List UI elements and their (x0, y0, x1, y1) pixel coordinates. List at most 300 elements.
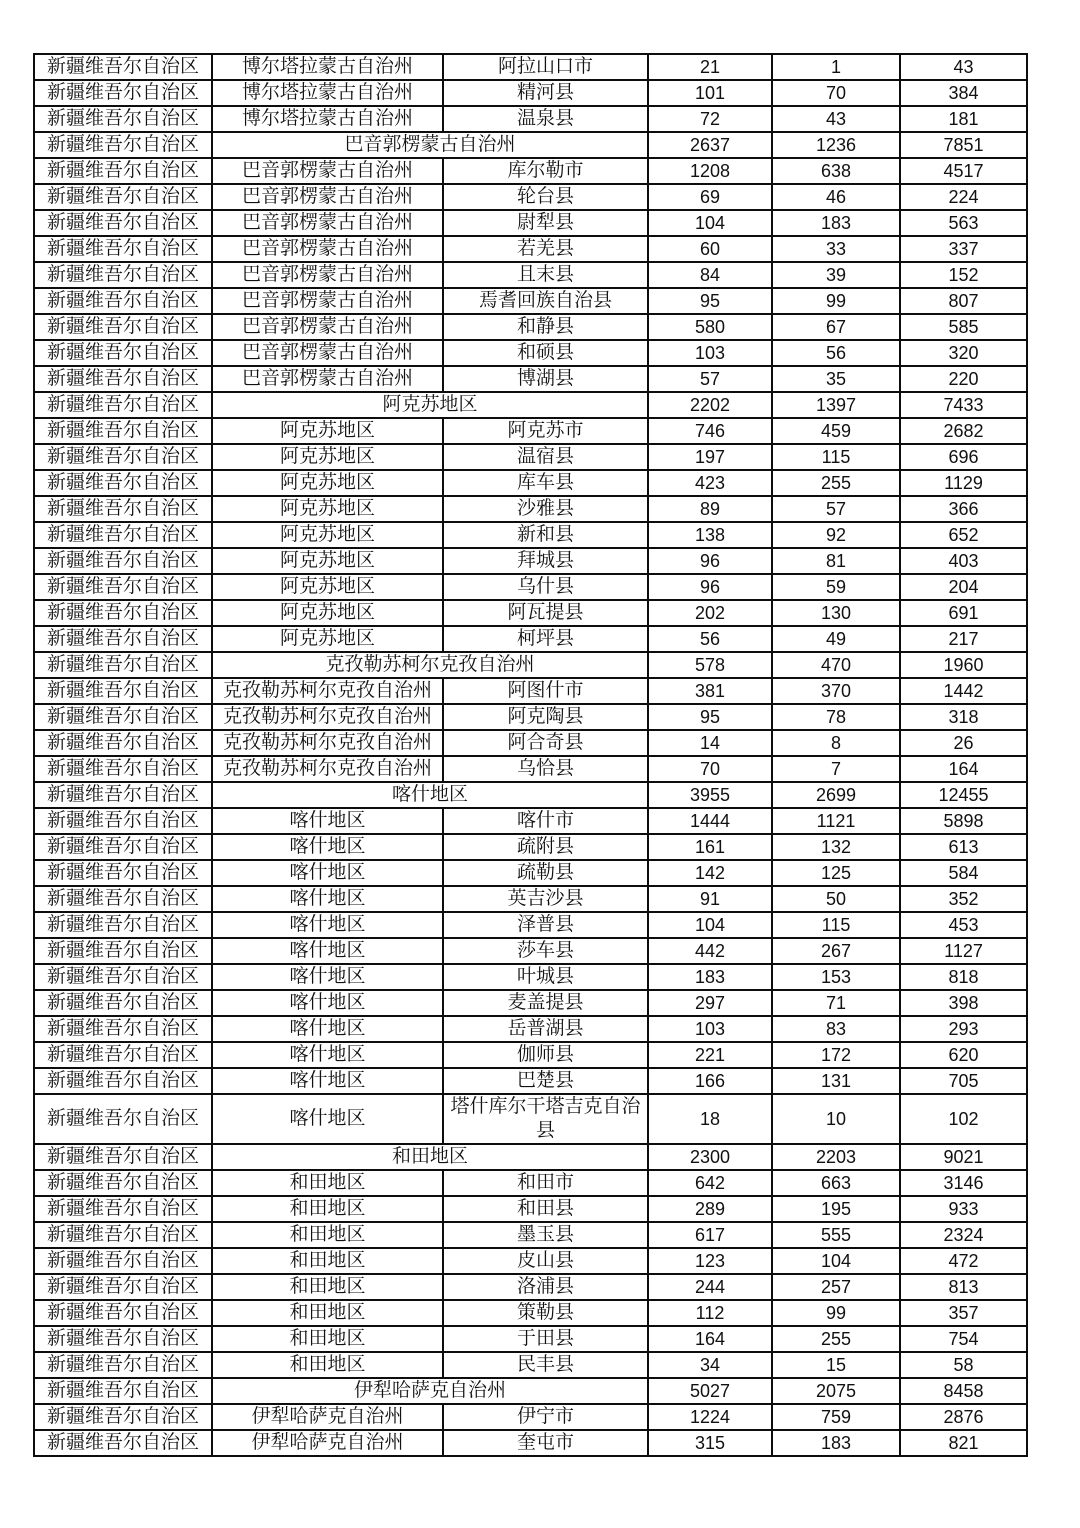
cell-v3: 807 (900, 288, 1027, 314)
cell-v2: 2699 (772, 782, 900, 808)
cell-v3: 12455 (900, 782, 1027, 808)
cell-v3: 3146 (900, 1170, 1027, 1196)
cell-v1: 104 (648, 210, 772, 236)
cell-county: 库尔勒市 (443, 158, 648, 184)
cell-v1: 84 (648, 262, 772, 288)
cell-prefecture: 阿克苏地区 (212, 626, 443, 652)
cell-v2: 131 (772, 1068, 900, 1094)
cell-province: 新疆维吾尔自治区 (34, 1222, 212, 1248)
cell-v1: 164 (648, 1326, 772, 1352)
cell-v2: 92 (772, 522, 900, 548)
cell-v1: 96 (648, 574, 772, 600)
cell-v1: 578 (648, 652, 772, 678)
cell-province: 新疆维吾尔自治区 (34, 132, 212, 158)
cell-v2: 172 (772, 1042, 900, 1068)
cell-v2: 35 (772, 366, 900, 392)
cell-prefecture: 阿克苏地区 (212, 548, 443, 574)
cell-v1: 91 (648, 886, 772, 912)
cell-province: 新疆维吾尔自治区 (34, 1404, 212, 1430)
cell-prefecture: 阿克苏地区 (212, 574, 443, 600)
cell-v3: 818 (900, 964, 1027, 990)
table-row (34, 912, 1027, 938)
cell-v3: 26 (900, 730, 1027, 756)
cell-prefecture: 喀什地区 (212, 1016, 443, 1042)
cell-county: 阿克苏市 (443, 418, 648, 444)
table-row (34, 964, 1027, 990)
cell-county: 喀什市 (443, 808, 648, 834)
cell-v3: 398 (900, 990, 1027, 1016)
table-row (34, 834, 1027, 860)
cell-county: 阿图什市 (443, 678, 648, 704)
cell-province: 新疆维吾尔自治区 (34, 184, 212, 210)
cell-county: 疏勒县 (443, 860, 648, 886)
table-row (34, 652, 1027, 678)
cell-v3: 453 (900, 912, 1027, 938)
cell-prefecture: 巴音郭楞蒙古自治州 (212, 366, 443, 392)
cell-province: 新疆维吾尔自治区 (34, 80, 212, 106)
cell-v1: 221 (648, 1042, 772, 1068)
table-row (34, 1300, 1027, 1326)
table-row (34, 990, 1027, 1016)
cell-prefecture: 喀什地区 (212, 990, 443, 1016)
cell-v3: 2876 (900, 1404, 1027, 1430)
cell-county: 和田市 (443, 1170, 648, 1196)
cell-province: 新疆维吾尔自治区 (34, 496, 212, 522)
cell-county: 策勒县 (443, 1300, 648, 1326)
cell-province: 新疆维吾尔自治区 (34, 964, 212, 990)
cell-v2: 130 (772, 600, 900, 626)
table-row (34, 1326, 1027, 1352)
cell-prefecture: 巴音郭楞蒙古自治州 (212, 236, 443, 262)
cell-county: 伽师县 (443, 1042, 648, 1068)
table-row (34, 1170, 1027, 1196)
cell-v3: 705 (900, 1068, 1027, 1094)
cell-v1: 1208 (648, 158, 772, 184)
cell-v3: 1960 (900, 652, 1027, 678)
table-row (34, 1430, 1027, 1456)
cell-v3: 933 (900, 1196, 1027, 1222)
cell-v1: 3955 (648, 782, 772, 808)
cell-v2: 15 (772, 1352, 900, 1378)
cell-v2: 470 (772, 652, 900, 678)
table-row (34, 1248, 1027, 1274)
cell-v2: 46 (772, 184, 900, 210)
cell-v3: 613 (900, 834, 1027, 860)
cell-prefecture: 巴音郭楞蒙古自治州 (212, 314, 443, 340)
cell-v2: 1236 (772, 132, 900, 158)
cell-v2: 10 (772, 1094, 900, 1144)
table-row (34, 184, 1027, 210)
cell-v1: 95 (648, 288, 772, 314)
table-row (34, 444, 1027, 470)
cell-prefecture: 巴音郭楞蒙古自治州 (212, 288, 443, 314)
cell-v2: 115 (772, 912, 900, 938)
cell-v1: 95 (648, 704, 772, 730)
cell-v1: 423 (648, 470, 772, 496)
cell-v3: 5898 (900, 808, 1027, 834)
cell-prefecture: 克孜勒苏柯尔克孜自治州 (212, 678, 443, 704)
table-row (34, 600, 1027, 626)
cell-province: 新疆维吾尔自治区 (34, 210, 212, 236)
table-row (34, 54, 1027, 80)
cell-v2: 663 (772, 1170, 900, 1196)
cell-v3: 585 (900, 314, 1027, 340)
cell-prefecture: 喀什地区 (212, 782, 648, 808)
cell-v3: 217 (900, 626, 1027, 652)
cell-province: 新疆维吾尔自治区 (34, 236, 212, 262)
cell-v2: 8 (772, 730, 900, 756)
cell-v2: 71 (772, 990, 900, 1016)
cell-v1: 21 (648, 54, 772, 80)
cell-province: 新疆维吾尔自治区 (34, 886, 212, 912)
cell-province: 新疆维吾尔自治区 (34, 314, 212, 340)
cell-prefecture: 和田地区 (212, 1274, 443, 1300)
cell-county: 若羌县 (443, 236, 648, 262)
cell-v2: 50 (772, 886, 900, 912)
cell-v3: 4517 (900, 158, 1027, 184)
cell-v1: 197 (648, 444, 772, 470)
cell-province: 新疆维吾尔自治区 (34, 626, 212, 652)
cell-prefecture: 喀什地区 (212, 964, 443, 990)
cell-v2: 1121 (772, 808, 900, 834)
cell-v3: 691 (900, 600, 1027, 626)
cell-v3: 224 (900, 184, 1027, 210)
cell-prefecture: 喀什地区 (212, 886, 443, 912)
cell-v1: 104 (648, 912, 772, 938)
table-row (34, 522, 1027, 548)
cell-v3: 7851 (900, 132, 1027, 158)
cell-province: 新疆维吾尔自治区 (34, 444, 212, 470)
cell-county: 于田县 (443, 1326, 648, 1352)
cell-county: 墨玉县 (443, 1222, 648, 1248)
cell-province: 新疆维吾尔自治区 (34, 288, 212, 314)
cell-v2: 33 (772, 236, 900, 262)
cell-province: 新疆维吾尔自治区 (34, 756, 212, 782)
cell-province: 新疆维吾尔自治区 (34, 262, 212, 288)
cell-v2: 39 (772, 262, 900, 288)
cell-v3: 813 (900, 1274, 1027, 1300)
cell-county: 巴楚县 (443, 1068, 648, 1094)
table-row (34, 1068, 1027, 1094)
cell-v2: 59 (772, 574, 900, 600)
cell-prefecture: 喀什地区 (212, 1068, 443, 1094)
cell-v2: 81 (772, 548, 900, 574)
cell-county: 和田县 (443, 1196, 648, 1222)
table-row (34, 1404, 1027, 1430)
cell-prefecture: 阿克苏地区 (212, 418, 443, 444)
table-row (34, 80, 1027, 106)
cell-prefecture: 巴音郭楞蒙古自治州 (212, 210, 443, 236)
cell-v2: 2203 (772, 1144, 900, 1170)
cell-province: 新疆维吾尔自治区 (34, 1274, 212, 1300)
cell-v3: 320 (900, 340, 1027, 366)
cell-county: 新和县 (443, 522, 648, 548)
cell-v1: 2202 (648, 392, 772, 418)
table-row (34, 1378, 1027, 1404)
cell-v1: 103 (648, 340, 772, 366)
cell-prefecture: 阿克苏地区 (212, 600, 443, 626)
cell-prefecture: 博尔塔拉蒙古自治州 (212, 54, 443, 80)
cell-v1: 142 (648, 860, 772, 886)
cell-v3: 403 (900, 548, 1027, 574)
cell-v3: 563 (900, 210, 1027, 236)
table-row (34, 1094, 1027, 1144)
table-row (34, 1144, 1027, 1170)
cell-province: 新疆维吾尔自治区 (34, 860, 212, 886)
cell-prefecture: 克孜勒苏柯尔克孜自治州 (212, 730, 443, 756)
cell-prefecture: 巴音郭楞蒙古自治州 (212, 340, 443, 366)
cell-province: 新疆维吾尔自治区 (34, 912, 212, 938)
table-row (34, 1196, 1027, 1222)
table-row (34, 262, 1027, 288)
table-row (34, 1274, 1027, 1300)
cell-v2: 70 (772, 80, 900, 106)
cell-v2: 255 (772, 1326, 900, 1352)
cell-county: 乌恰县 (443, 756, 648, 782)
cell-v1: 289 (648, 1196, 772, 1222)
cell-v1: 96 (648, 548, 772, 574)
cell-county: 轮台县 (443, 184, 648, 210)
region-statistics-table (33, 53, 1028, 1457)
cell-v3: 293 (900, 1016, 1027, 1042)
cell-county: 阿克陶县 (443, 704, 648, 730)
cell-v2: 43 (772, 106, 900, 132)
cell-v1: 14 (648, 730, 772, 756)
cell-v1: 642 (648, 1170, 772, 1196)
cell-prefecture: 阿克苏地区 (212, 496, 443, 522)
cell-county: 精河县 (443, 80, 648, 106)
table-row (34, 704, 1027, 730)
cell-v3: 58 (900, 1352, 1027, 1378)
table-row (34, 808, 1027, 834)
table-row (34, 1222, 1027, 1248)
cell-county: 尉犁县 (443, 210, 648, 236)
cell-county: 泽普县 (443, 912, 648, 938)
cell-v1: 244 (648, 1274, 772, 1300)
table-row (34, 1352, 1027, 1378)
cell-prefecture: 阿克苏地区 (212, 392, 648, 418)
cell-v1: 72 (648, 106, 772, 132)
table-row (34, 678, 1027, 704)
cell-v3: 2324 (900, 1222, 1027, 1248)
cell-v3: 152 (900, 262, 1027, 288)
cell-v2: 132 (772, 834, 900, 860)
cell-province: 新疆维吾尔自治区 (34, 1144, 212, 1170)
cell-province: 新疆维吾尔自治区 (34, 392, 212, 418)
cell-v2: 57 (772, 496, 900, 522)
cell-prefecture: 巴音郭楞蒙古自治州 (212, 184, 443, 210)
cell-v1: 5027 (648, 1378, 772, 1404)
cell-province: 新疆维吾尔自治区 (34, 54, 212, 80)
cell-county: 库车县 (443, 470, 648, 496)
cell-prefecture: 和田地区 (212, 1222, 443, 1248)
cell-v1: 381 (648, 678, 772, 704)
cell-v3: 352 (900, 886, 1027, 912)
cell-county: 温宿县 (443, 444, 648, 470)
cell-v1: 580 (648, 314, 772, 340)
table-row (34, 886, 1027, 912)
cell-province: 新疆维吾尔自治区 (34, 1326, 212, 1352)
cell-v2: 638 (772, 158, 900, 184)
table-row (34, 548, 1027, 574)
cell-v3: 652 (900, 522, 1027, 548)
cell-v2: 99 (772, 288, 900, 314)
cell-prefecture: 阿克苏地区 (212, 522, 443, 548)
cell-prefecture: 和田地区 (212, 1326, 443, 1352)
cell-v2: 1 (772, 54, 900, 80)
table-row (34, 418, 1027, 444)
cell-v1: 112 (648, 1300, 772, 1326)
table-row (34, 470, 1027, 496)
table-row (34, 132, 1027, 158)
cell-county: 伊宁市 (443, 1404, 648, 1430)
cell-v3: 384 (900, 80, 1027, 106)
cell-v2: 67 (772, 314, 900, 340)
cell-v1: 138 (648, 522, 772, 548)
cell-county: 英吉沙县 (443, 886, 648, 912)
cell-v3: 696 (900, 444, 1027, 470)
cell-v2: 459 (772, 418, 900, 444)
cell-prefecture: 克孜勒苏柯尔克孜自治州 (212, 704, 443, 730)
cell-county: 沙雅县 (443, 496, 648, 522)
cell-v1: 183 (648, 964, 772, 990)
table-row (34, 288, 1027, 314)
cell-province: 新疆维吾尔自治区 (34, 834, 212, 860)
table-row (34, 756, 1027, 782)
cell-prefecture: 巴音郭楞蒙古自治州 (212, 262, 443, 288)
cell-province: 新疆维吾尔自治区 (34, 1430, 212, 1456)
cell-v2: 195 (772, 1196, 900, 1222)
cell-v3: 2682 (900, 418, 1027, 444)
cell-province: 新疆维吾尔自治区 (34, 990, 212, 1016)
cell-v1: 57 (648, 366, 772, 392)
table-row (34, 158, 1027, 184)
table-row (34, 860, 1027, 886)
cell-v3: 337 (900, 236, 1027, 262)
table-row (34, 1016, 1027, 1042)
cell-county: 莎车县 (443, 938, 648, 964)
cell-county: 皮山县 (443, 1248, 648, 1274)
cell-province: 新疆维吾尔自治区 (34, 678, 212, 704)
cell-v3: 204 (900, 574, 1027, 600)
table-row (34, 340, 1027, 366)
cell-v2: 555 (772, 1222, 900, 1248)
cell-province: 新疆维吾尔自治区 (34, 366, 212, 392)
cell-county: 温泉县 (443, 106, 648, 132)
cell-prefecture: 博尔塔拉蒙古自治州 (212, 80, 443, 106)
table-row (34, 782, 1027, 808)
cell-v3: 43 (900, 54, 1027, 80)
cell-county: 且末县 (443, 262, 648, 288)
cell-v2: 267 (772, 938, 900, 964)
cell-prefecture: 克孜勒苏柯尔克孜自治州 (212, 652, 648, 678)
table-body (34, 54, 1027, 1456)
cell-v3: 1442 (900, 678, 1027, 704)
cell-v1: 69 (648, 184, 772, 210)
cell-v2: 257 (772, 1274, 900, 1300)
cell-province: 新疆维吾尔自治区 (34, 1016, 212, 1042)
table-row (34, 574, 1027, 600)
table-row (34, 496, 1027, 522)
cell-v1: 166 (648, 1068, 772, 1094)
cell-province: 新疆维吾尔自治区 (34, 106, 212, 132)
cell-province: 新疆维吾尔自治区 (34, 418, 212, 444)
cell-prefecture: 伊犁哈萨克自治州 (212, 1378, 648, 1404)
cell-v2: 183 (772, 210, 900, 236)
statistics-table-container (33, 53, 1028, 1457)
cell-v3: 164 (900, 756, 1027, 782)
cell-county: 阿拉山口市 (443, 54, 648, 80)
cell-v3: 620 (900, 1042, 1027, 1068)
cell-v1: 18 (648, 1094, 772, 1144)
cell-v3: 821 (900, 1430, 1027, 1456)
cell-county: 奎屯市 (443, 1430, 648, 1456)
cell-v3: 472 (900, 1248, 1027, 1274)
cell-v1: 2637 (648, 132, 772, 158)
cell-v3: 102 (900, 1094, 1027, 1144)
cell-v1: 60 (648, 236, 772, 262)
table-row (34, 236, 1027, 262)
cell-province: 新疆维吾尔自治区 (34, 574, 212, 600)
cell-prefecture: 和田地区 (212, 1196, 443, 1222)
cell-county: 民丰县 (443, 1352, 648, 1378)
cell-province: 新疆维吾尔自治区 (34, 938, 212, 964)
cell-prefecture: 和田地区 (212, 1144, 648, 1170)
cell-v1: 297 (648, 990, 772, 1016)
cell-prefecture: 阿克苏地区 (212, 444, 443, 470)
cell-v1: 123 (648, 1248, 772, 1274)
cell-v3: 366 (900, 496, 1027, 522)
cell-v1: 746 (648, 418, 772, 444)
cell-county: 岳普湖县 (443, 1016, 648, 1042)
cell-v1: 202 (648, 600, 772, 626)
cell-v1: 2300 (648, 1144, 772, 1170)
cell-province: 新疆维吾尔自治区 (34, 600, 212, 626)
cell-v2: 49 (772, 626, 900, 652)
cell-v2: 99 (772, 1300, 900, 1326)
cell-county: 疏附县 (443, 834, 648, 860)
cell-prefecture: 和田地区 (212, 1300, 443, 1326)
cell-province: 新疆维吾尔自治区 (34, 1378, 212, 1404)
cell-v1: 70 (648, 756, 772, 782)
cell-v2: 125 (772, 860, 900, 886)
cell-v2: 183 (772, 1430, 900, 1456)
cell-prefecture: 喀什地区 (212, 834, 443, 860)
cell-province: 新疆维吾尔自治区 (34, 782, 212, 808)
cell-v1: 103 (648, 1016, 772, 1042)
cell-county: 叶城县 (443, 964, 648, 990)
cell-v1: 442 (648, 938, 772, 964)
cell-county: 拜城县 (443, 548, 648, 574)
cell-prefecture: 伊犁哈萨克自治州 (212, 1404, 443, 1430)
cell-v2: 759 (772, 1404, 900, 1430)
cell-province: 新疆维吾尔自治区 (34, 704, 212, 730)
table-row (34, 210, 1027, 236)
cell-county: 和静县 (443, 314, 648, 340)
cell-prefecture: 克孜勒苏柯尔克孜自治州 (212, 756, 443, 782)
cell-v3: 584 (900, 860, 1027, 886)
cell-v2: 1397 (772, 392, 900, 418)
table-row (34, 106, 1027, 132)
cell-prefecture: 喀什地区 (212, 808, 443, 834)
cell-v2: 78 (772, 704, 900, 730)
cell-v3: 1129 (900, 470, 1027, 496)
cell-county: 麦盖提县 (443, 990, 648, 1016)
table-row (34, 1042, 1027, 1068)
table-row (34, 314, 1027, 340)
cell-county: 和硕县 (443, 340, 648, 366)
cell-v1: 1224 (648, 1404, 772, 1430)
